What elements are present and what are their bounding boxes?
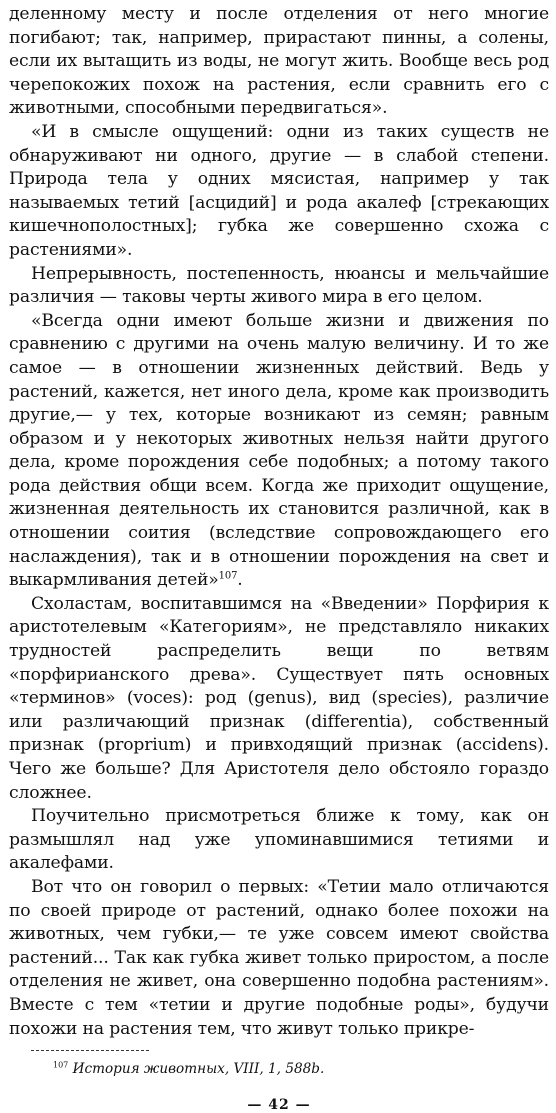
paragraph: Поучительно присмотреться ближе к тому, как он размышлял над уже упоминавшимися тетиями и акалефами. xyxy=(9,806,549,874)
footnote-number: 107 xyxy=(53,1060,69,1070)
page-number: — 42 — xyxy=(247,1097,311,1113)
body-text xyxy=(9,3,549,1041)
footnote-text: История животных, VIII, 1, 588b. xyxy=(72,1061,325,1078)
paragraph: деленному месту и после отделения от него многие погибают; так, например, прирастают пинны, а солены, если их вытащить из воды, не могут жить. Вообще весь род черепокожих похож на растения, если сравнить его с животными, способными передвигаться». xyxy=(9,4,549,119)
paragraph: «И в смысле ощущений: одни из таких существ не обнаруживают ни одного, другие — в слабой степени. Природа тела у одних мясистая, например у так называемых тетий [асцидий] и рода акалеф [стрекающих кишечнополостных]; губка же совершенно схожа с растениями». xyxy=(9,121,549,260)
paragraph: Вот что он говорил о первых: «Тетии мало отличаются по своей природе от растений, однако более похожи на животных, чем губки,— те уже совсем имеют свойства растений... Так как губка живет только приростом, а после отделения не живет, она совершенно подобна растениям». Вместе с тем «тетии и другие подобные роды», будучи похожи на растения тем, что живут только прикре- xyxy=(9,876,549,1039)
paragraph-with-footnote: «Всегда одни имеют больше жизни и движения по сравнению с другими на очень малую величину. И то же самое — в отношении жизненных действий. Ведь у растений, кажется, нет иного дела, кроме как производить другие,— у тех, которые возникают из семян; равным образом и у некоторых животных нельзя найти другого дела, кроме порождения себе подобных; а потому такого рода действия общи всем. Когда же приходит ощущение, жизненная деятельность их становится различной, как в отношении соития (вследствие сопровождающего его наслаждения), так и в отношении порождения на свет и выкармливания детей»$^{107}$. xyxy=(9,310,549,591)
footnote-reference[interactable]: 107 xyxy=(218,570,238,582)
footnote-divider xyxy=(31,1050,149,1051)
paragraph: Схоластам, воспитавшимся на «Введении» Порфирия к аристотелевым «Категориям», не представляло никаких трудностей распределить вещи по ветвям «порфирианского древа». Существует пять основных «терминов» (voces): род (genus), вид (species), различие или различающий признак (differentia), собственный признак (proprium) и привходящий признак (accidens). Чего же больше? Для Аристотеля дело обстояло гораздо сложнее. xyxy=(9,593,549,803)
footnote xyxy=(53,1059,549,1079)
paragraph-text: «Всегда одни имеют больше жизни и движения по сравнению с другими на очень малую величину. И то же самое — в отношении жизненных действий. Ведь у растений, кажется, нет иного дела, кроме как производить другие,— у тех, которые возникают из семян; равным образом и у некоторых животных нельзя найти другого дела, кроме порождения себе подобных; а потому такого рода действия общи всем. Когда же приходит ощущение, жизненная деятельность их становится различной, как в отношении соития (вследствие сопровождающего его наслаждения), так и в отношении порождения на свет и выкармливания детей» xyxy=(9,310,549,591)
paragraph: Непрерывность, постепенность, нюансы и мельчайшие различия — таковы черты живого мира в его целом. xyxy=(9,263,549,308)
